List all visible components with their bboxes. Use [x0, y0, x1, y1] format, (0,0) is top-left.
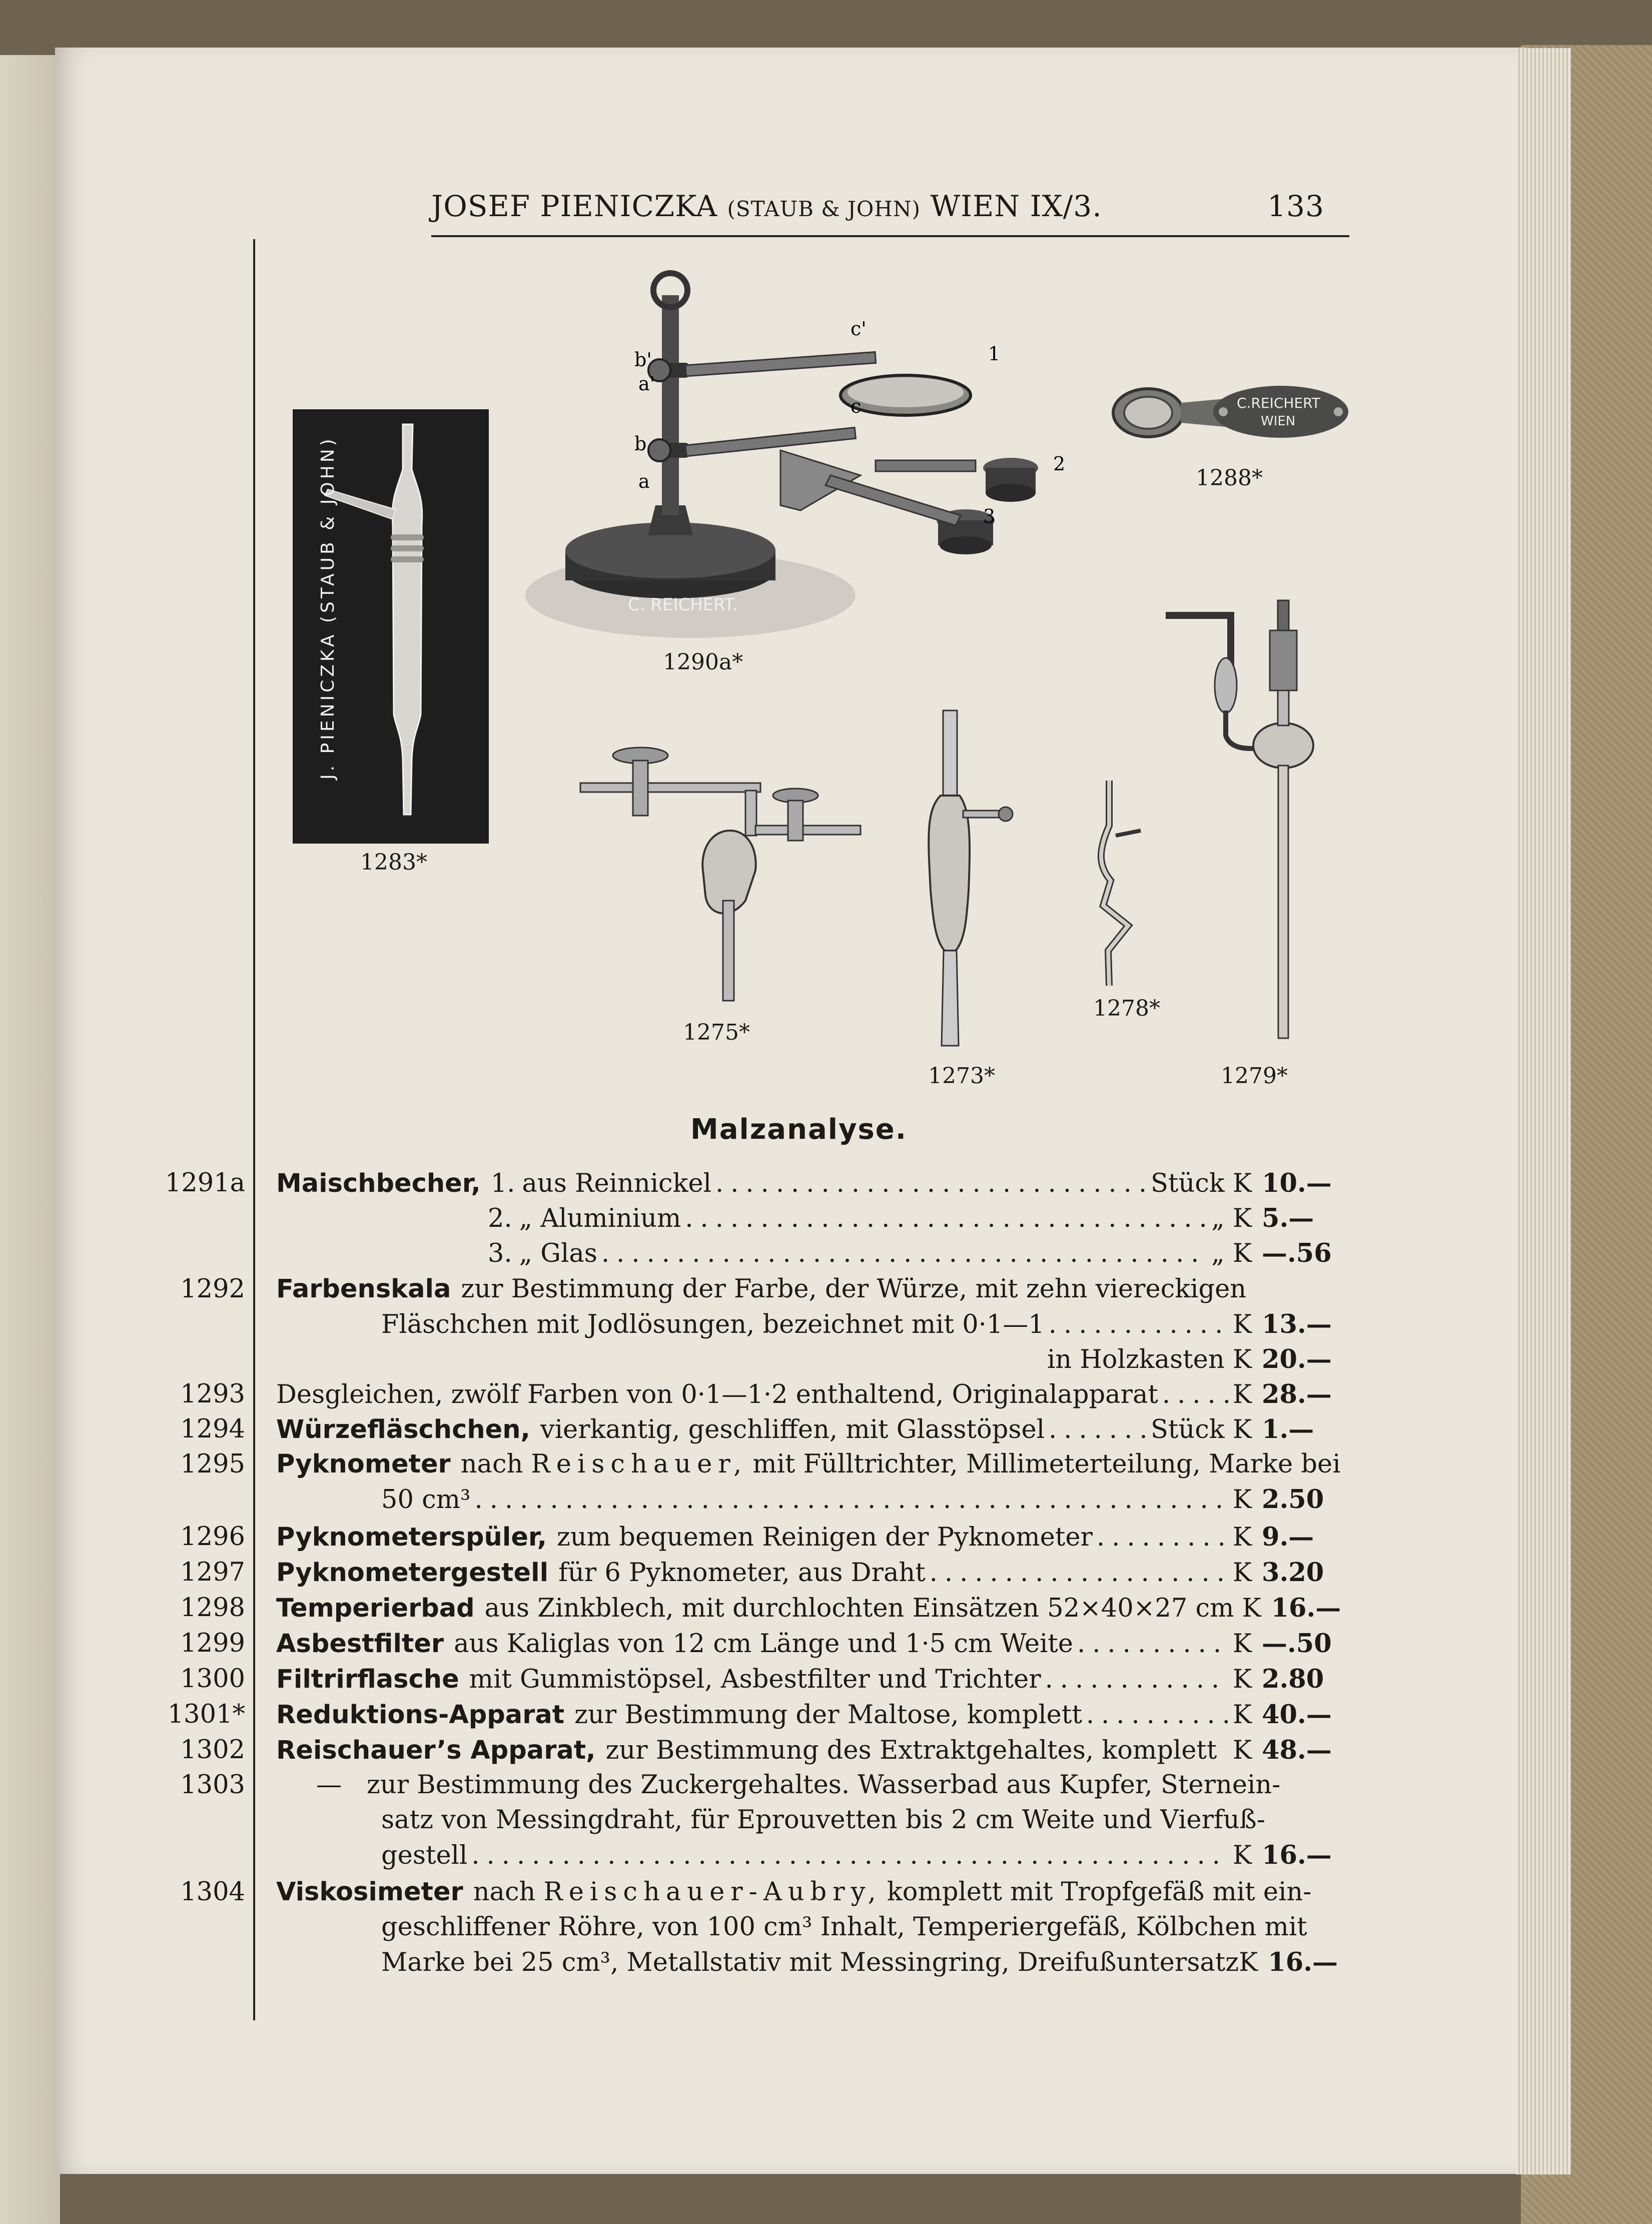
- list-item-1300: [276, 1664, 1347, 1699]
- item-variant-text: „ Aluminium: [519, 1204, 681, 1233]
- item-name: Viskosimeter: [276, 1877, 463, 1907]
- item-description: mit Gummistöpsel, Asbestfilter und Trichter: [469, 1665, 1041, 1694]
- list-item-1304-line3: [381, 1947, 1347, 1982]
- label-b-prime: b': [634, 349, 652, 371]
- item-description: geschliffener Röhre, von 100 cm³ Inhalt, Temperiergefäß, Kölbchen mit: [381, 1912, 1307, 1942]
- item-price: 9.—: [1262, 1522, 1314, 1552]
- leader-dots: [1049, 1310, 1229, 1339]
- section-title: Malzanalyse.: [690, 1113, 908, 1146]
- item-price: 28.—: [1262, 1379, 1332, 1409]
- item-description: vierkantig, geschliffen, mit Glasstöpsel: [540, 1415, 1045, 1444]
- item-description: Desgleichen, zwölf Farben von 0·1—1·2 enthaltend, Originalapparat: [276, 1380, 1158, 1409]
- item-name: Pyknometergestell: [276, 1558, 549, 1588]
- item-variant-index: 1.: [490, 1169, 515, 1198]
- item-variant-index: 3.: [488, 1239, 512, 1268]
- figure-1275-stopcock-tube: [580, 740, 861, 1006]
- item-unit: Stück K: [1150, 1415, 1252, 1444]
- list-item-1298: [276, 1593, 1347, 1628]
- item-description: Fläschchen mit Jodlösungen, bezeichnet mit 0·1—1: [381, 1310, 1045, 1339]
- figure-1279-caption: 1279*: [1221, 1063, 1288, 1089]
- leader-dots: [715, 1169, 1147, 1198]
- item-description: 50 cm³: [381, 1485, 471, 1515]
- list-item-1291a-line1: [276, 1168, 1347, 1203]
- list-item-1297: [276, 1558, 1347, 1593]
- item-name: Reduktions-Apparat: [276, 1700, 565, 1730]
- item-name: Pyknometer: [276, 1449, 451, 1479]
- item-price: —.56: [1262, 1238, 1332, 1268]
- item-price: 40.—: [1262, 1700, 1332, 1730]
- item-unit: „ K: [1211, 1239, 1252, 1268]
- header-rule: [431, 235, 1349, 237]
- item-description: satz von Messingdraht, für Eprouvetten bis 2 cm Weite und Vierfuß-: [381, 1805, 1265, 1835]
- margin-rule: [253, 239, 255, 2020]
- item-price: —.50: [1262, 1629, 1332, 1659]
- list-item-1294: [276, 1414, 1347, 1449]
- item-unit: K: [1232, 1380, 1252, 1409]
- item-price: 1.—: [1262, 1414, 1314, 1444]
- item-number-1302: 1302: [180, 1735, 245, 1765]
- figure-1288-label-1: C.REICHERT: [1237, 395, 1320, 411]
- item-unit: K: [1232, 1700, 1252, 1730]
- item-name: Reischauer’s Apparat,: [276, 1736, 596, 1765]
- item-number-1303: 1303: [180, 1770, 245, 1800]
- label-c: c: [851, 395, 862, 417]
- item-name: Filtrirflasche: [276, 1665, 459, 1694]
- item-author: Reischauer,: [531, 1449, 748, 1479]
- item-price: 3.20: [1262, 1558, 1324, 1588]
- label-c-prime: c': [851, 318, 867, 340]
- list-item-1295-line2: [381, 1485, 1347, 1520]
- leader-dots: [685, 1204, 1207, 1233]
- item-unit: K: [1232, 1558, 1252, 1588]
- item-number-1298: 1298: [180, 1593, 245, 1623]
- item-description: gestell: [381, 1841, 468, 1870]
- facing-page-edge: [0, 55, 60, 2224]
- item-description: aus Kaliglas von 12 cm Länge und 1·5 cm Weite: [454, 1629, 1073, 1659]
- item-name: Temperierbad: [276, 1594, 475, 1623]
- figure-1278-bent-tube: [1088, 781, 1148, 991]
- item-unit: K: [1232, 1629, 1252, 1659]
- leader-dots: [1049, 1415, 1147, 1444]
- figure-1283-label: J. PIENICZKA (STAUB & JOHN): [318, 436, 338, 780]
- figure-1288-caption: 1288*: [1196, 465, 1263, 491]
- item-name: Asbestfilter: [276, 1629, 444, 1659]
- item-price: 2.80: [1262, 1664, 1324, 1694]
- item-description: zur Bestimmung des Zuckergehaltes. Wasserbad aus Kupfer, Sternein-: [367, 1770, 1281, 1800]
- label-3: 3: [983, 505, 996, 527]
- publisher-name: JOSEF PIENICZKA: [431, 189, 718, 223]
- item-price: 13.—: [1262, 1309, 1332, 1339]
- list-item-1292-line1: [276, 1274, 1347, 1309]
- item-price: 16.—: [1262, 1840, 1332, 1870]
- figure-1288-loupe: [1106, 378, 1356, 448]
- item-unit: K: [1239, 1948, 1258, 1977]
- list-item-1303-line3: [381, 1840, 1347, 1875]
- item-description: nach: [460, 1449, 523, 1479]
- list-item-1304-line2: [381, 1912, 1347, 1947]
- list-item-1291a-line3: [488, 1238, 1347, 1273]
- leader-dots: [471, 1841, 1229, 1870]
- item-price: 20.—: [1262, 1344, 1332, 1374]
- publisher-partners: (STAUB & JOHN): [727, 197, 921, 221]
- item-unit: K: [1232, 1665, 1252, 1694]
- item-number-1304: 1304: [180, 1877, 245, 1907]
- item-unit: K: [1232, 1736, 1252, 1765]
- figure-1273-caption: 1273*: [928, 1063, 995, 1089]
- ditto-dash: —: [316, 1770, 342, 1800]
- list-item-1296: [276, 1522, 1347, 1557]
- list-item-1292-line2: [381, 1309, 1347, 1344]
- item-unit: „ K: [1211, 1204, 1252, 1233]
- item-name: Maischbecher,: [276, 1169, 481, 1198]
- item-description: zum bequemen Reinigen der Pyknometer: [556, 1523, 1093, 1552]
- item-description: komplett mit Tropfgefäß mit ein-: [887, 1877, 1312, 1907]
- item-unit: K: [1232, 1485, 1252, 1515]
- list-item-1291a-line2: [488, 1203, 1347, 1238]
- leader-dots: [1097, 1523, 1229, 1552]
- label-a-prime: a': [638, 373, 655, 395]
- figure-1278-caption: 1278*: [1093, 996, 1160, 1021]
- list-item-1303-line2: [381, 1805, 1347, 1840]
- list-item-1301: [276, 1700, 1347, 1735]
- figure-1290a-base-label: C. REICHERT.: [628, 595, 738, 615]
- item-description: nach: [473, 1877, 536, 1907]
- item-number-1297: 1297: [180, 1558, 245, 1587]
- list-item-1299: [276, 1629, 1347, 1664]
- item-price: 2.50: [1262, 1485, 1324, 1515]
- item-number-1301: 1301*: [167, 1700, 245, 1729]
- leader-dots: [601, 1239, 1207, 1268]
- publisher-city: WIEN IX/3.: [930, 189, 1102, 223]
- list-item-1293: [276, 1379, 1347, 1414]
- item-price: 16.—: [1271, 1593, 1341, 1623]
- label-1: 1: [988, 343, 1001, 365]
- item-variant-index: 2.: [488, 1204, 512, 1233]
- figure-1273-bulb-tube: [916, 710, 1016, 1051]
- item-number-1294: 1294: [180, 1414, 245, 1444]
- page-stack-edge: [1516, 48, 1571, 2174]
- list-item-1304-line1: [276, 1877, 1347, 1912]
- item-name: Würzefläschchen,: [276, 1415, 530, 1444]
- item-variant-text: „ Glas: [519, 1239, 597, 1268]
- item-variant-text: in Holzkasten K: [1047, 1345, 1252, 1374]
- item-description: zur Bestimmung des Extraktgehaltes, komplett: [605, 1736, 1217, 1765]
- item-number-1299: 1299: [180, 1629, 245, 1658]
- running-header: [431, 189, 1357, 224]
- item-description: aus Zinkblech, mit durchlochten Einsätzen 52×40×27 cm: [484, 1594, 1234, 1623]
- item-variant-text: aus Reinnickel: [522, 1169, 711, 1198]
- item-unit: K: [1242, 1594, 1261, 1623]
- item-price: 5.—: [1262, 1203, 1314, 1233]
- item-description: Marke bei 25 cm³, Metallstativ mit Messingring, Dreifußuntersatz: [381, 1948, 1239, 1977]
- item-description: mit Fülltrichter, Millimeterteilung, Marke bei: [752, 1449, 1341, 1479]
- item-price: 48.—: [1262, 1735, 1332, 1765]
- figure-1279-long-tube: [1161, 600, 1341, 1046]
- list-item-1292-line3: [381, 1344, 1347, 1379]
- leader-dots: [1077, 1629, 1229, 1659]
- figure-1283-caption: 1283*: [360, 850, 427, 875]
- figure-1283-condenser: [293, 409, 489, 844]
- item-description: zur Bestimmung der Farbe, der Würze, mit zehn viereckigen: [461, 1274, 1247, 1304]
- item-unit: K: [1232, 1841, 1252, 1870]
- label-2: 2: [1053, 453, 1066, 475]
- item-number-1293: 1293: [180, 1379, 245, 1409]
- leader-dots: [1162, 1380, 1229, 1409]
- leader-dots: [474, 1485, 1228, 1515]
- publisher-line: [431, 189, 1102, 223]
- item-author: Reischauer-Aubry,: [543, 1877, 882, 1907]
- list-item-1303-line1: [316, 1770, 1347, 1805]
- leader-dots: [1086, 1700, 1229, 1730]
- figure-1288-label-2: WIEN: [1261, 414, 1296, 429]
- item-number-1291a: 1291a: [165, 1168, 245, 1198]
- page-number: 133: [1267, 189, 1324, 223]
- item-unit: K: [1232, 1310, 1252, 1339]
- item-name: Farbenskala: [276, 1274, 451, 1304]
- item-price: 10.—: [1262, 1168, 1332, 1198]
- item-unit: K: [1232, 1523, 1252, 1552]
- label-b: b: [634, 433, 647, 455]
- list-item-1302: [276, 1735, 1347, 1770]
- figure-1290a-stand: [520, 270, 1091, 655]
- figure-1275-caption: 1275*: [683, 1020, 750, 1045]
- item-number-1295: 1295: [180, 1449, 245, 1479]
- leader-dots: [1045, 1665, 1229, 1694]
- item-description: zur Bestimmung der Maltose, komplett: [574, 1700, 1082, 1730]
- label-a: a: [638, 470, 650, 492]
- item-number-1296: 1296: [180, 1522, 245, 1552]
- item-number-1300: 1300: [180, 1664, 245, 1694]
- list-item-1295-line1: [276, 1449, 1347, 1485]
- figure-1290a-caption: 1290a*: [663, 649, 743, 675]
- item-number-1292: 1292: [180, 1274, 245, 1304]
- item-unit: Stück K: [1150, 1169, 1252, 1198]
- leader-dots: [930, 1558, 1229, 1588]
- item-price: 16.—: [1268, 1947, 1338, 1977]
- item-name: Pyknometerspüler,: [276, 1523, 547, 1552]
- item-description: für 6 Pyknometer, aus Draht: [558, 1558, 926, 1588]
